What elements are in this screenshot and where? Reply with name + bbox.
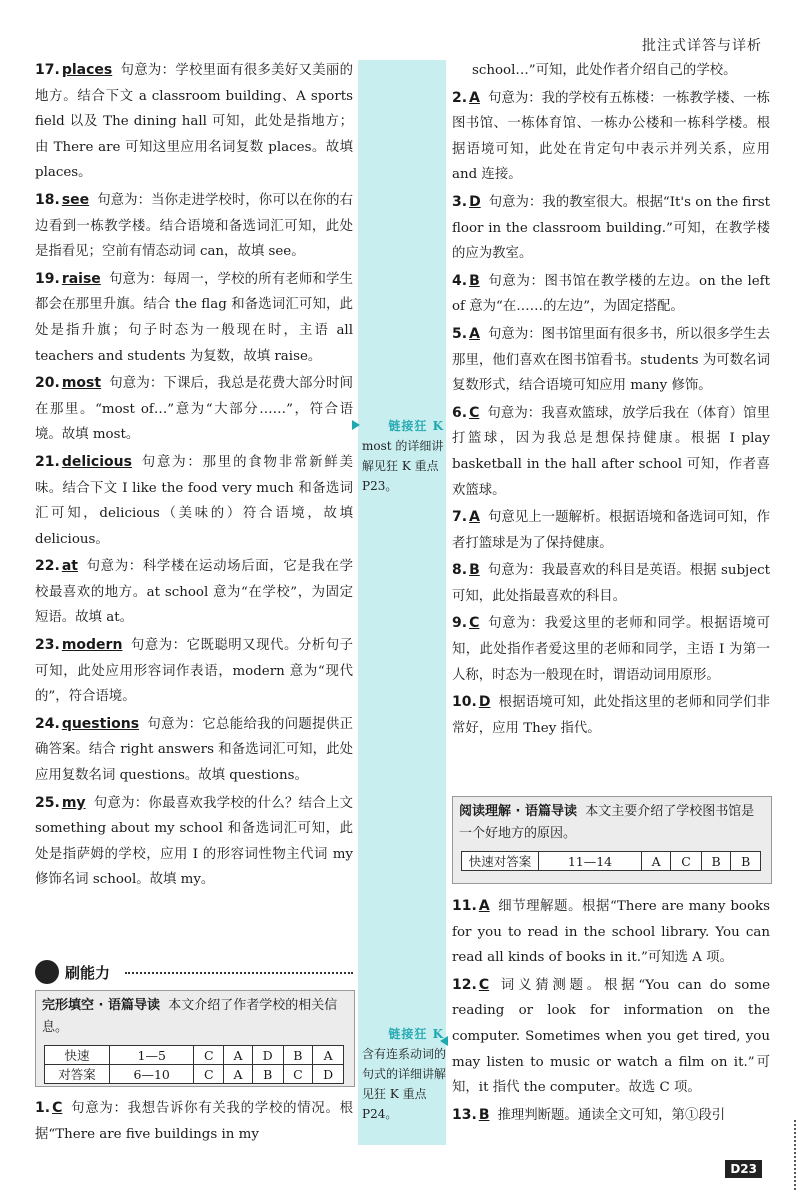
brush-section-header — [35, 960, 353, 986]
list-item: 19. raise 句意为：每周一，学校的所有老师和学生都会在那里升旗。结合 the flag 和备选词汇可知，此处是指升旗；句子时态为一般现在时，主语 all teachers and students 为复数，故填 raise。 — [35, 270, 353, 364]
list-item: 11. A 细节理解题。根据“There are many books for you to read in the school library. You can read all kinds of books in it.”可知选 A 项。 — [452, 898, 770, 966]
note-text: 含有连系动词的句式的详细讲解见狂 K 重点 P24。 — [362, 1047, 447, 1121]
cloze-guide-box — [35, 990, 355, 1087]
note-text: most 的详细讲解见狂 K 重点 P23。 — [362, 439, 444, 493]
list-item: 23. modern 句意为：它既聪明又现代。分析句子可知，此处应用形容词作表语，modern 意为“现代的”，符合语境。 — [35, 637, 353, 705]
page-header: 批注式详答与详析 — [642, 38, 762, 54]
list-item: 12. C 词义猜测题。根据“You can do some reading or look for information on the computer. Sometimes when you get tired, you may listen to music or watch a film on it.”可知，it 指代 the computer。故选 C 项。 — [452, 976, 770, 1096]
left-bottom-item: 1. C 句意为：我想告诉你有关我的学校的情况。根据“There are five buildings in my — [35, 1100, 353, 1142]
list-item: 5. A 句意为：图书馆里面有很多书，所以很多学生去那里，他们喜欢在图书馆看书。students 为可数名词复数形式，结合语境可知应用 many 修饰。 — [452, 325, 770, 394]
reading-title: 阅读理解 · 语篇导读 — [459, 804, 577, 819]
list-item: 4. B 句意为：图书馆在教学楼的左边。on the left of 意为“在……的左边”，为固定搭配。 — [452, 272, 770, 315]
reading-summary: 本文主要介绍了学校图书馆是一个好地方的原因。 — [459, 804, 755, 841]
cloze-title: 完形填空 · 语篇导读 — [42, 998, 160, 1013]
divider — [125, 972, 353, 974]
list-item: 20. most 句意为：下课后，我总是花费大部分时间在那里。“most of…”意为“大部分……”，符合语境。故填 most。 — [35, 375, 353, 443]
list-item: 13. B 推理判断题。通读全文可知，第①段引 — [452, 1106, 726, 1123]
list-item: 6. C 句意为：我喜欢篮球，放学后我在（体育）馆里打篮球，因为我总是想保持健康。根据 I play basketball in the hall after school 可知，作者喜欢篮球。 — [452, 404, 770, 498]
list-item: 7. A 句意见上一题解析。根据语境和备选词可知，作者打篮球是为了保持健康。 — [452, 509, 770, 551]
reading-answer-table: 快速对答案 11—14 A C B B — [461, 851, 761, 871]
reading-guide-box — [452, 796, 772, 884]
continued-text: school…”可知，此处作者介绍自己的学校。 — [472, 63, 737, 78]
list-item: 25. my 句意为：你最喜欢我学校的什么？结合上文 something about my school 和备选词汇可知，此处是指萨姆的学校，应用 I 的形容词性物主代词 my 修饰名词 school。故填 my。 — [35, 794, 353, 888]
list-item: 2. A 句意为：我的学校有五栋楼：一栋教学楼、一栋图书馆、一栋体育馆、一栋办公楼和一栋科学楼。根据语境可知，此处在肯定句中表示并列关系，应用 and 连接。 — [452, 89, 770, 183]
list-item: 21. delicious 句意为：那里的食物非常新鲜美味。结合下文 I like the food very much 和备选词汇可知，delicious（美味的）符合语境，故填 delicious。 — [35, 453, 353, 547]
edge-divider — [794, 1120, 796, 1190]
brush-icon — [35, 960, 59, 984]
list-item: 17. places 句意为：学校里面有很多美好又美丽的地方。结合下文 a classroom building、A sports field 以及 The dining hall 可知，此处是指地方；由 There are 可知这里应用名词复数 places。故填 places。 — [35, 62, 353, 181]
left-column — [35, 58, 353, 895]
arrow-icon — [352, 420, 360, 430]
brush-label: 刷能力 — [65, 964, 111, 982]
page-number: D23 — [725, 1160, 762, 1178]
right-column-lower — [452, 894, 770, 1130]
margin-note — [362, 1024, 448, 1124]
list-item: 18. see 句意为：当你走进学校时，你可以在你的右边看到一栋教学楼。结合语境和备选词汇可知，此处是指看见；空前有情态动词 can，故填 see。 — [35, 191, 353, 260]
cloze-summary: 本文介绍了作者学校的相关信息。 — [42, 998, 338, 1035]
list-item: 10. D 根据语境可知，此处指这里的老师和同学们非常好，应用 They 指代。 — [452, 694, 770, 736]
right-column — [452, 58, 770, 743]
margin-strip — [358, 60, 446, 1145]
list-item: 8. B 句意为：我最喜欢的科目是英语。根据 subject 可知，此处指最喜欢的科目。 — [452, 562, 770, 604]
list-item: 3. D 句意为：我的教室很大。根据“It's on the first floor in the classroom building.”可知，在教学楼的应为教室。 — [452, 193, 770, 262]
list-item: 24. questions 句意为：它总能给我的问题提供正确答案。结合 right answers 和备选词汇可知，此处应用复数名词 questions。故填 questions。 — [35, 715, 353, 784]
margin-note — [362, 416, 448, 496]
cloze-answer-table: 快速 1—5 C A D B A 对答案 6—10 C A B C D — [44, 1045, 344, 1084]
link-tag: 链接狂 K — [388, 1027, 444, 1041]
list-item: 22. at 句意为：科学楼在运动场后面，它是我在学校最喜欢的地方。at school 意为“在学校”，为固定短语。故填 at。 — [35, 558, 353, 626]
list-item: 9. C 句意为：我爱这里的老师和同学。根据语境可知，此处指作者爱这里的老师和同学，主语 I 为第一人称，时态为一般现在时，谓语动词用原形。 — [452, 615, 770, 683]
link-tag: 链接狂 K — [388, 419, 444, 433]
